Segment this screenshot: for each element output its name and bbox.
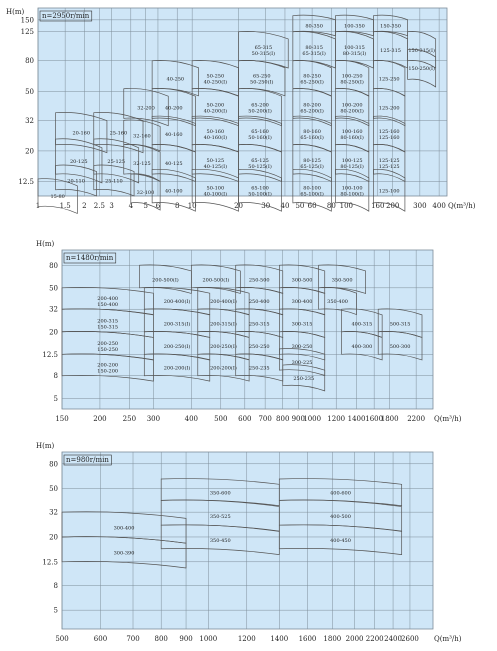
zone-label: 350-500 (331, 277, 353, 284)
y-tick-label: 8 (53, 372, 58, 381)
zone-label: 300-400 (113, 525, 135, 532)
x-tick-label: 6 (155, 202, 161, 210)
zone-label: 40-125(I) (203, 164, 228, 171)
x-tick-label: 2400 (384, 635, 402, 643)
zone-label: 150-400 (97, 302, 119, 309)
zone-label: 40-160(I) (203, 135, 228, 142)
x-axis-label: Q(m³/h) (448, 202, 476, 210)
zone-label: 40-100 (164, 188, 183, 195)
zone-label: 125-100 (378, 188, 400, 195)
zone-label: 20-110 (67, 178, 85, 185)
x-tick-label: 250 (122, 415, 137, 423)
zone-label: 65-125 (251, 158, 269, 165)
zone-label: 65-200(I) (300, 108, 324, 115)
y-tick-label: 80 (25, 57, 34, 66)
zone-label: 150-250 (97, 346, 119, 353)
y-tick-label: 12.5 (42, 350, 58, 359)
x-tick-label: 80 (326, 202, 336, 210)
zone-label: 50-200(I) (248, 108, 272, 115)
y-tick-label: 80 (49, 261, 58, 270)
x-tick-label: 1200 (327, 415, 346, 423)
zone-label: 300-315 (291, 321, 313, 328)
y-axis-label: H(m) (36, 442, 55, 450)
zone-label: 50-160 (206, 129, 225, 136)
x-tick-label: 2200 (365, 635, 384, 643)
zone-label: 150-350 (380, 23, 401, 30)
x-axis-label: Q(m³/h) (434, 415, 462, 423)
zone-label: 125-250 (378, 76, 400, 83)
zone-label: 200-500(I) (152, 277, 179, 284)
chart-980 (0, 432, 497, 651)
zone-label: 100-160 (341, 129, 363, 136)
zone-label: 200-400(I) (210, 299, 237, 306)
x-tick-label: 5 (143, 202, 148, 210)
x-tick-label: 200 (386, 202, 400, 210)
x-tick-label: 3 (109, 202, 114, 210)
x-tick-label: 800 (276, 415, 290, 423)
zone-label: 50-125 (206, 158, 225, 165)
x-tick-label: 1000 (199, 635, 218, 643)
x-tick-label: 400 (432, 202, 446, 210)
y-tick-label: 50 (49, 485, 58, 494)
y-tick-label: 80 (49, 460, 58, 469)
zone-label: 400-500 (330, 513, 351, 520)
zone-label: 80-125 (303, 158, 321, 165)
zone-label: 65-250(I) (300, 79, 324, 86)
zone-label: 150-250(I) (408, 66, 435, 73)
x-tick-label: 400 (184, 415, 199, 423)
x-tick-label: 10 (187, 202, 197, 210)
y-tick-label: 50 (25, 87, 34, 96)
zone-label: 50-100 (206, 185, 225, 192)
zone-label: 125-315 (380, 47, 401, 54)
y-tick-label: 8 (53, 581, 58, 590)
zone-label: 32-100 (136, 190, 155, 197)
zone-label: 400-450 (330, 537, 351, 544)
x-tick-label: 50 (295, 202, 305, 210)
zone-label: 80-250(I) (340, 79, 364, 86)
x-tick-label: 100 (339, 202, 353, 210)
zone-label: 80-200 (303, 102, 321, 109)
chart-title: n=1480r/min (66, 254, 114, 262)
x-tick-label: 600 (93, 635, 108, 643)
x-tick-label: 500 (214, 415, 228, 423)
zone-label: 300-250 (291, 343, 313, 350)
zone-label: 32-200 (137, 105, 155, 112)
y-tick-label: 32 (49, 305, 58, 314)
zone-label: 200-500(I) (202, 277, 230, 284)
zone-label: 125-160 (378, 129, 400, 136)
x-tick-label: 20 (234, 202, 244, 210)
x-tick-label: 2 (82, 202, 87, 210)
zone-label: 40-200 (164, 105, 183, 112)
zone-label: 100-125 (341, 158, 363, 165)
zone-label: 250-500 (248, 277, 270, 284)
zone-label: 200-315 (97, 318, 119, 325)
zone-label: 500-315 (389, 321, 411, 328)
zone-label: 150-315(I) (408, 47, 435, 54)
y-axis-label: H(m) (36, 240, 55, 248)
zone-label: 200-250 (97, 340, 119, 347)
zone-label: 250-315 (248, 321, 270, 328)
zone-label: 100-200 (341, 102, 363, 109)
x-tick-label: 500 (55, 635, 69, 643)
zone-label: 300-400 (291, 299, 313, 306)
zone-label: 150-315 (97, 324, 119, 331)
x-tick-label: 2200 (407, 415, 426, 423)
zone-label: 200-200(I) (163, 365, 191, 372)
zone-label: 500-300 (389, 343, 411, 350)
y-tick-label: 150 (20, 16, 34, 25)
zone-label: 32-160 (133, 133, 151, 140)
zone-label: 50-100(I) (248, 191, 272, 198)
zone-label: 350-400 (327, 299, 348, 306)
zone-label: 80-315(I) (342, 50, 367, 57)
x-tick-label: 2600 (401, 635, 419, 643)
zone-label: 350-450 (209, 537, 231, 544)
x-axis-label: Q(m³/h) (434, 635, 462, 643)
x-tick-label: 900 (291, 415, 305, 423)
zone-label: 200-400 (97, 296, 119, 303)
y-tick-label: 32 (25, 116, 34, 125)
zone-label: 25-125 (107, 158, 126, 165)
zone-label: 125-125 (378, 164, 400, 171)
zone-label: 80-350 (305, 23, 323, 30)
plot-area (62, 452, 433, 629)
x-tick-label: 30 (261, 202, 271, 210)
zone-label: 200-400(I) (163, 299, 191, 306)
zone-label: 50-200 (206, 102, 225, 109)
x-tick-label: 1800 (380, 415, 399, 423)
zone-label: 400-600 (330, 490, 351, 497)
x-tick-label: 1400 (270, 635, 289, 643)
chart-title: n=2950r/min (42, 12, 90, 20)
zone-label: 15-80 (50, 194, 65, 201)
zone-label: 250-235 (248, 365, 270, 372)
y-tick-label: 12.5 (42, 558, 58, 567)
x-tick-label: 700 (258, 415, 272, 423)
x-tick-label: 600 (238, 415, 252, 423)
x-tick-label: 1000 (303, 415, 322, 423)
x-tick-label: 1600 (298, 635, 317, 643)
zone-label: 50-125(I) (248, 164, 272, 171)
y-tick-label: 20 (49, 328, 58, 337)
zone-label: 40-100(I) (203, 191, 228, 198)
y-tick-label: 50 (49, 284, 58, 293)
x-tick-label: 1.5 (59, 202, 71, 210)
zone-label: 200-315(I) (163, 321, 191, 328)
x-tick-label: 300 (413, 202, 427, 210)
zone-label: 150-200 (97, 368, 119, 375)
zone-label: 80-315 (305, 44, 323, 51)
x-tick-label: 150 (55, 415, 69, 423)
zone-label: 100-250 (341, 73, 363, 80)
y-tick-label: 32 (49, 508, 58, 517)
zone-label: 125-200 (378, 105, 400, 112)
x-tick-label: 1400 (347, 415, 366, 423)
zone-label: 350-525 (209, 513, 231, 520)
zone-label: 80-250 (303, 73, 321, 80)
x-tick-label: 700 (126, 635, 140, 643)
zone-label: 40-125 (164, 161, 183, 168)
x-tick-label: 1600 (365, 415, 384, 423)
x-tick-label: 900 (179, 635, 193, 643)
x-tick-label: 1 (35, 202, 41, 210)
zone-label: 40-200(I) (203, 108, 228, 115)
zone-label: 65-125(I) (300, 164, 324, 171)
x-tick-label: 200 (93, 415, 107, 423)
zone-label: 65-315(I) (302, 50, 326, 57)
zone-label: 65-250 (252, 73, 271, 80)
chart-title: n=980r/min (66, 456, 109, 464)
zone-label: 200-200(I) (210, 365, 237, 372)
zone-label: 125-125 (378, 158, 400, 165)
zone-label: 65-160(I) (300, 135, 324, 142)
y-tick-label: 20 (49, 533, 58, 542)
zone-label: 300-225 (291, 360, 313, 367)
zone-label: 300-390 (113, 550, 135, 557)
chart-1480 (0, 232, 497, 432)
zone-label: 80-100 (303, 185, 321, 192)
zone-label: 40-250 (166, 76, 185, 83)
zone-label: 250-400 (248, 299, 270, 306)
zone-label: 400-315 (351, 321, 373, 328)
zone-label: 65-160 (251, 129, 269, 136)
zone-label: 50-250(I) (250, 79, 274, 86)
y-tick-label: 5 (53, 394, 58, 403)
zone-label: 50-315(I) (251, 50, 276, 57)
zone-label: 350-600 (209, 490, 231, 497)
zone-label: 80-100(I) (340, 191, 364, 198)
zone-label: 65-100 (251, 185, 269, 192)
zone-label: 100-350 (344, 23, 365, 30)
x-tick-label: 160 (371, 202, 385, 210)
zone-label: 200-250(I) (163, 343, 191, 350)
x-tick-label: 40 (280, 202, 290, 210)
zone-label: 40-160 (164, 132, 183, 139)
x-tick-label: 1800 (323, 635, 342, 643)
x-tick-label: 800 (154, 635, 168, 643)
x-tick-label: 2.5 (93, 202, 105, 210)
zone-label: 100-315 (344, 44, 365, 51)
x-tick-label: 8 (174, 202, 180, 210)
zone-label: 25-160 (109, 130, 128, 137)
x-tick-label: 4 (128, 202, 134, 210)
zone-label: 20-160 (72, 130, 91, 137)
x-tick-label: 300 (146, 415, 161, 423)
y-tick-label: 12.5 (18, 177, 34, 186)
zone-label: 400-300 (351, 343, 373, 350)
zone-label: 80-200(I) (340, 108, 364, 115)
zone-label: 300-500 (291, 277, 313, 284)
zone-label: 65-100(I) (300, 191, 324, 198)
zone-label: 250-235 (293, 375, 315, 382)
zone-label: 100-100 (341, 185, 363, 192)
zone-label: 65-315 (254, 44, 273, 51)
zone-label: 80-125(I) (340, 164, 364, 171)
chart-2950 (0, 0, 497, 232)
x-tick-label: 60 (307, 202, 317, 210)
y-tick-label: 20 (25, 147, 34, 156)
zone-label: 40-250(I) (203, 79, 228, 86)
y-tick-label: 5 (53, 606, 58, 615)
zone-label: 200-250(I) (210, 343, 237, 350)
x-tick-label: 2000 (345, 635, 364, 643)
zone-label: 50-250 (206, 73, 225, 80)
zone-label: 65-200 (251, 102, 269, 109)
zone-label: 125-160 (378, 135, 400, 142)
y-tick-label: 125 (20, 28, 34, 37)
zone-label: 80-160(I) (340, 135, 364, 142)
zone-label: 25-110 (105, 178, 123, 185)
x-tick-label: 1200 (237, 635, 256, 643)
zone-label: 200-200 (97, 362, 119, 369)
y-axis-label: H(m) (6, 8, 25, 16)
zone-label: 80-160 (303, 129, 321, 136)
zone-label: 200-315(I) (210, 321, 237, 328)
zone-label: 32-125 (133, 161, 151, 168)
zone-label: 20-125 (69, 158, 88, 165)
zone-label: 50-160(I) (248, 135, 272, 142)
zone-label: 250-250 (248, 343, 270, 350)
